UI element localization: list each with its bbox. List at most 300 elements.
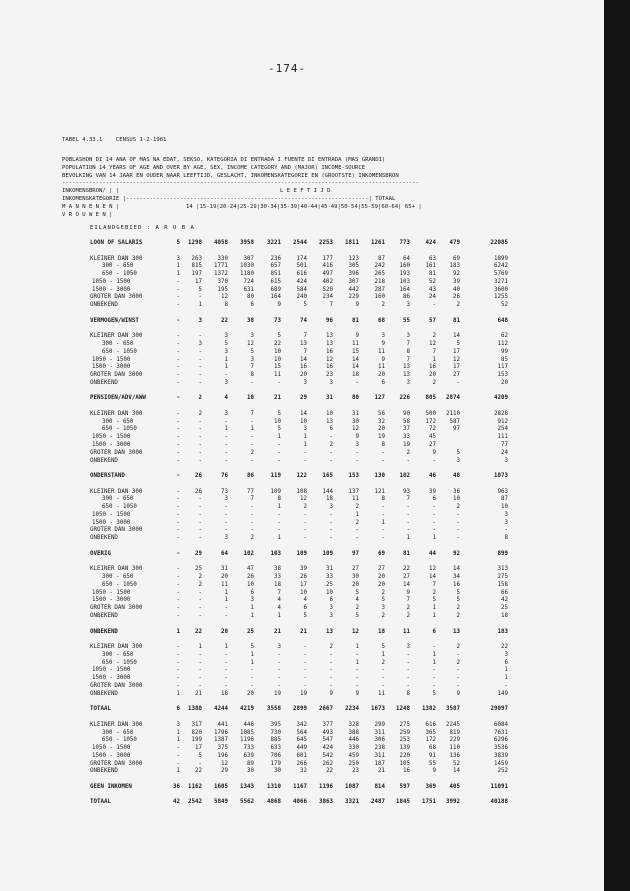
table-cell-totaal: 149 <box>497 690 508 697</box>
table-cell-65-: 2 <box>456 504 460 511</box>
table-cell-totaal: 25 <box>501 605 508 612</box>
table-cell-55-59: 58 <box>403 418 410 425</box>
table-cell-25-29: 25 <box>247 628 254 635</box>
table-cell-15-19: 2 <box>198 574 202 581</box>
table-cell-45-49: 442 <box>348 286 359 293</box>
table-cell-totaal: 912 <box>497 418 508 425</box>
table-cell-45-49: 9 <box>355 302 359 309</box>
table-cell-45-49: 14 <box>352 356 359 363</box>
table-cell-14: 1 <box>176 729 180 736</box>
table-cell-40-44: - <box>329 535 333 542</box>
table-cell-65-: 26 <box>453 294 460 301</box>
table-cell-30-34: 19 <box>274 690 281 697</box>
table-cell-50-54: 218 <box>374 278 385 285</box>
table-cell-15-19: 199 <box>191 737 202 744</box>
table-cell-55-59: 2 <box>406 449 410 456</box>
table-cell-25-29: 446 <box>243 721 254 728</box>
table-cell-55-59: 16 <box>403 768 410 775</box>
table-cell-40-44: - <box>329 511 333 518</box>
table-cell-50-54: 299 <box>374 721 385 728</box>
table-cell-35-39: 3 <box>303 379 307 386</box>
table-cell-45-49: - <box>355 527 359 534</box>
table-cell-35-39: 14 <box>300 356 307 363</box>
table-cell-totaal: 648 <box>497 317 508 324</box>
table-cell-55-59: 597 <box>399 783 410 790</box>
table-cell-55-59: 1845 <box>396 799 410 806</box>
header-row-3: M A N N E N E N | <box>62 204 120 210</box>
table-cell-35-39: 16 <box>300 364 307 371</box>
table-cell-65-: 136 <box>449 752 460 759</box>
table-cell-14: 1 <box>176 263 180 270</box>
table-cell-20-24: 1771 <box>214 263 228 270</box>
table-cell-15-19: - <box>198 511 202 518</box>
table-cell-20-24: 1 <box>224 597 228 604</box>
row-label: 650 - 1050 <box>102 426 137 433</box>
header-row-4: V R O U W E N | <box>62 212 113 218</box>
table-cell-30-34: 11 <box>274 372 281 379</box>
table-cell-65-: 52 <box>453 760 460 767</box>
table-cell-55-59: - <box>406 659 410 666</box>
table-cell-15-19: 1 <box>198 644 202 651</box>
table-cell-45-49: 328 <box>348 721 359 728</box>
table-cell-25-29: 4219 <box>240 706 254 713</box>
table-cell-totaal: 99 <box>501 348 508 355</box>
table-cell-25-29: 639 <box>243 752 254 759</box>
row-label: 1500 - 3000 <box>92 752 131 759</box>
table-cell-50-54: - <box>381 675 385 682</box>
table-cell-45-49: 14 <box>352 364 359 371</box>
table-cell-20-24: 12 <box>221 294 228 301</box>
table-cell-35-39: 13 <box>300 341 307 347</box>
table-cell-20-24: 29 <box>221 768 228 775</box>
table-cell-40-44: 3 <box>329 605 333 612</box>
table-cell-45-49: 23 <box>352 768 359 775</box>
table-cell-55-59: 64 <box>403 255 410 262</box>
table-cell-60-64: 1 <box>432 535 436 542</box>
table-cell-50-54: - <box>381 449 385 456</box>
table-cell-35-39: 1 <box>303 434 307 441</box>
table-cell-totaal: 3 <box>504 519 508 526</box>
table-cell-30-34: 885 <box>270 737 281 744</box>
table-cell-35-39: 39 <box>300 566 307 573</box>
table-cell-14: 1 <box>176 690 180 697</box>
table-cell-totaal: 4209 <box>494 395 508 402</box>
table-cell-totaal: 254 <box>497 426 508 433</box>
table-cell-15-19: 22 <box>195 628 202 635</box>
table-cell-40-44: 33 <box>326 574 333 581</box>
table-cell-14: - <box>176 527 180 534</box>
table-cell-15-19: 1 <box>198 302 202 309</box>
table-cell-totaal: 1073 <box>494 473 508 480</box>
table-cell-45-49: - <box>355 379 359 386</box>
table-cell-50-54: 2 <box>381 659 385 666</box>
row-label: 300 - 650 <box>102 263 134 270</box>
table-cell-25-29: 10 <box>247 581 254 588</box>
table-cell-35-39: 10 <box>300 589 307 596</box>
table-cell-35-39: - <box>303 644 307 651</box>
table-cell-55-59: - <box>406 651 410 658</box>
table-cell-14: - <box>176 364 180 371</box>
table-cell-65-: 2 <box>456 659 460 666</box>
table-cell-25-29: 3958 <box>240 240 254 246</box>
table-cell-40-44: 547 <box>322 737 333 744</box>
section-title: EILANDGEBIED : A R U B A <box>90 225 195 231</box>
row-label: TOTAAL <box>90 706 111 713</box>
table-cell-60-64: 81 <box>429 271 436 278</box>
table-cell-35-39: - <box>303 449 307 456</box>
row-label: 1500 - 3000 <box>92 675 131 682</box>
scan-border <box>604 0 630 891</box>
table-cell-45-49: - <box>355 667 359 674</box>
table-cell-35-39: 240 <box>296 294 307 301</box>
table-cell-30-34: 5 <box>277 333 281 340</box>
table-cell-totaal: 275 <box>497 574 508 581</box>
table-cell-25-29: 1 <box>250 659 254 666</box>
row-label: 650 - 1050 <box>102 737 137 744</box>
table-cell-15-19: - <box>198 372 202 379</box>
table-cell-30-34: 22 <box>274 341 281 347</box>
table-cell-65-: 2110 <box>446 410 460 417</box>
table-cell-45-49: 1811 <box>345 240 359 246</box>
table-cell-15-19: - <box>198 667 202 674</box>
table-cell-45-49: 5 <box>355 612 359 619</box>
table-cell-15-19: - <box>198 348 202 355</box>
table-cell-45-49: - <box>355 457 359 464</box>
table-cell-45-49: - <box>355 535 359 542</box>
table-cell-30-34: 1310 <box>267 783 281 790</box>
table-cell-60-64: - <box>432 675 436 682</box>
table-cell-20-24: 3 <box>224 410 228 417</box>
table-cell-30-34: 164 <box>270 294 281 301</box>
table-cell-20-24: - <box>224 667 228 674</box>
table-cell-30-34: 1 <box>277 504 281 511</box>
table-cell-55-59: 33 <box>403 434 410 441</box>
table-cell-35-39: - <box>303 527 307 534</box>
table-cell-55-59: 773 <box>399 240 410 246</box>
table-cell-25-29: - <box>250 504 254 511</box>
table-cell-50-54: 69 <box>378 550 385 557</box>
table-cell-14: 1 <box>176 628 180 635</box>
table-cell-14: - <box>176 379 180 386</box>
table-cell-15-19: 26 <box>195 473 202 480</box>
title-line-1: POBLASHON DI 14 ANA OF MAS NA EDAT, SEKSO, KATEGORIA DI ENTRADA I FUENTE DI ENTRADA (MAS GRANDI) <box>62 157 386 163</box>
table-cell-20-24: - <box>224 449 228 456</box>
table-cell-40-44: - <box>329 449 333 456</box>
table-cell-50-54: 1261 <box>371 240 385 246</box>
table-cell-15-19: 820 <box>191 729 202 736</box>
table-cell-15-19: - <box>198 496 202 503</box>
table-cell-35-39: 109 <box>296 550 307 557</box>
table-cell-14: - <box>176 745 180 752</box>
table-cell-15-19: - <box>198 651 202 658</box>
table-cell-55-59: 139 <box>399 745 410 752</box>
row-label: KLEINER DAN 300 <box>90 333 143 340</box>
row-label: 1050 - 1500 <box>92 745 131 752</box>
table-cell-25-29: 307 <box>243 255 254 262</box>
table-cell-50-54: 265 <box>374 271 385 278</box>
table-cell-60-64: 44 <box>429 550 436 557</box>
table-cell-30-34: 3221 <box>267 240 281 246</box>
table-cell-14: - <box>176 659 180 666</box>
table-cell-totaal: 963 <box>497 488 508 495</box>
table-cell-35-39: 4066 <box>293 799 307 806</box>
table-cell-totaal: 6296 <box>494 737 508 744</box>
table-cell-65-: 34 <box>453 574 460 581</box>
table-cell-25-29: - <box>250 675 254 682</box>
table-cell-30-34: 119 <box>270 473 281 480</box>
table-cell-45-49: 80 <box>352 395 359 402</box>
table-cell-14: 3 <box>176 721 180 728</box>
table-cell-totaal: 77 <box>501 442 508 449</box>
table-cell-30-34: 1 <box>277 434 281 441</box>
table-cell-55-59: - <box>406 504 410 511</box>
table-cell-20-24: - <box>224 605 228 612</box>
row-label: ONBEKEND <box>90 612 118 619</box>
table-cell-35-39: - <box>303 519 307 526</box>
table-cell-30-34: 9 <box>277 302 281 309</box>
row-label: 1050 - 1500 <box>92 356 131 363</box>
row-label: 650 - 1050 <box>102 659 137 666</box>
table-cell-50-54: 18 <box>378 628 385 635</box>
table-cell-20-24: - <box>224 682 228 689</box>
table-cell-25-29: 1343 <box>240 783 254 790</box>
row-label: 1050 - 1500 <box>92 434 131 441</box>
row-label: PENSIOEN/ADV/AWW <box>90 395 146 402</box>
table-cell-60-64: - <box>432 519 436 526</box>
table-cell-55-59: 22 <box>403 566 410 573</box>
table-cell-65-: 2245 <box>446 721 460 728</box>
table-cell-55-59: 11 <box>403 628 410 635</box>
table-cell-20-24: - <box>224 675 228 682</box>
table-cell-20-24: 4244 <box>214 706 228 713</box>
table-cell-45-49: 31 <box>352 410 359 417</box>
table-cell-45-49: 9 <box>355 333 359 340</box>
table-cell-20-24: 11 <box>221 581 228 588</box>
row-label: ONBEKEND <box>90 535 118 542</box>
table-cell-45-49: 153 <box>348 473 359 480</box>
table-cell-totaal: 62 <box>501 333 508 340</box>
table-cell-totaal: 1 <box>504 675 508 682</box>
table-cell-65-: 479 <box>449 240 460 246</box>
table-cell-55-59: 9 <box>406 589 410 596</box>
table-cell-50-54: - <box>381 504 385 511</box>
table-cell-50-54: 8 <box>381 496 385 503</box>
table-cell-60-64: 68 <box>429 745 436 752</box>
table-cell-55-59: 90 <box>403 410 410 417</box>
table-cell-45-49: 307 <box>348 278 359 285</box>
table-cell-35-39: 12 <box>300 496 307 503</box>
table-cell-14: - <box>176 395 180 402</box>
table-cell-60-64: 6 <box>432 496 436 503</box>
table-cell-45-49: 123 <box>348 255 359 262</box>
table-cell-60-64: 1751 <box>422 799 436 806</box>
table-cell-14: - <box>176 651 180 658</box>
table-cell-65-: 5 <box>456 597 460 604</box>
table-cell-20-24: 5 <box>224 341 228 347</box>
table-cell-50-54: 11 <box>378 348 385 355</box>
table-cell-25-29: 5 <box>250 348 254 355</box>
table-cell-totaal: 6084 <box>494 721 508 728</box>
table-cell-35-39: 174 <box>296 255 307 262</box>
header-row-2: INKOMENSKATEGORIE |------------------------------------------------------------------------| TOTAAL <box>62 196 396 202</box>
table-cell-14: 3 <box>176 255 180 262</box>
table-cell-20-24: 1 <box>224 644 228 651</box>
table-cell-55-59: 160 <box>399 263 410 270</box>
table-cell-14: - <box>176 574 180 581</box>
table-cell-35-39: - <box>303 667 307 674</box>
table-cell-35-39: 4 <box>303 597 307 604</box>
table-cell-20-24: 441 <box>217 721 228 728</box>
row-label: GEEN INKOMEN <box>90 783 132 790</box>
table-cell-25-29: 1196 <box>240 737 254 744</box>
table-cell-30-34: 18 <box>274 581 281 588</box>
table-cell-20-24: 3 <box>224 333 228 340</box>
table-cell-40-44: - <box>329 667 333 674</box>
table-cell-60-64: 616 <box>425 721 436 728</box>
row-label: 1500 - 3000 <box>92 442 131 449</box>
table-cell-55-59: 13 <box>403 364 410 371</box>
table-cell-20-24: 20 <box>221 628 228 635</box>
table-cell-45-49: 2 <box>355 519 359 526</box>
table-cell-totaal: 112 <box>497 341 508 347</box>
row-label: ONBEKEND <box>90 302 118 309</box>
table-cell-15-19: 197 <box>191 271 202 278</box>
row-label: 650 - 1050 <box>102 271 137 278</box>
table-cell-55-59: 81 <box>403 550 410 557</box>
row-label: GROTER DAN 3000 <box>90 682 143 689</box>
table-cell-totaal: 40188 <box>490 799 508 806</box>
table-cell-65-: - <box>456 675 460 682</box>
table-cell-35-39: 7 <box>303 333 307 340</box>
table-cell-30-34: - <box>277 675 281 682</box>
table-cell-40-44: - <box>329 434 333 441</box>
table-cell-25-29: 1 <box>250 612 254 619</box>
table-cell-25-29: - <box>250 511 254 518</box>
table-cell-14: - <box>176 341 180 347</box>
row-label: 1500 - 3000 <box>92 519 131 526</box>
table-cell-15-19: - <box>198 504 202 511</box>
table-cell-35-39: 5 <box>303 612 307 619</box>
table-cell-45-49: 330 <box>348 745 359 752</box>
table-cell-25-29: 12 <box>247 341 254 347</box>
table-cell-65-: 14 <box>453 333 460 340</box>
table-cell-55-59: 3 <box>406 644 410 651</box>
table-cell-totaal: 3839 <box>494 752 508 759</box>
table-cell-30-34: 103 <box>270 550 281 557</box>
table-cell-65-: 5 <box>456 449 460 456</box>
table-cell-65-: 2 <box>456 644 460 651</box>
table-cell-15-19: 26 <box>195 488 202 495</box>
table-cell-60-64: 172 <box>425 737 436 744</box>
header-rule-top: ---------------------------------------------------------------------------------------------------------- <box>62 180 419 186</box>
table-cell-30-34: 236 <box>270 255 281 262</box>
table-cell-25-29: 6 <box>250 302 254 309</box>
table-cell-30-34: - <box>277 527 281 534</box>
table-cell-15-19: 1380 <box>188 706 202 713</box>
table-cell-25-29: 1085 <box>240 729 254 736</box>
table-cell-35-39: 584 <box>296 286 307 293</box>
table-cell-65-: 819 <box>449 729 460 736</box>
table-cell-15-19: - <box>198 682 202 689</box>
table-cell-45-49: 12 <box>352 426 359 433</box>
row-label: ONDERSTAND <box>90 473 125 480</box>
table-cell-totaal: 42 <box>501 597 508 604</box>
table-cell-45-49: 11 <box>352 496 359 503</box>
table-cell-65-: 40 <box>453 286 460 293</box>
row-label: GROTER DAN 3000 <box>90 294 143 301</box>
table-cell-60-64: 1382 <box>422 706 436 713</box>
table-cell-40-44: 3863 <box>319 799 333 806</box>
table-cell-14: - <box>176 434 180 441</box>
table-cell-40-44: - <box>329 675 333 682</box>
table-cell-40-44: 497 <box>322 271 333 278</box>
table-cell-65-: 16 <box>453 581 460 588</box>
table-cell-15-19: 17 <box>195 745 202 752</box>
table-cell-50-54: 1 <box>381 519 385 526</box>
table-cell-20-24: 3 <box>224 496 228 503</box>
table-cell-30-34: - <box>277 659 281 666</box>
table-cell-35-39: 2899 <box>293 706 307 713</box>
census-date: CENSUS 1-2-1981 <box>115 137 167 143</box>
table-cell-40-44: 177 <box>322 255 333 262</box>
table-cell-40-44: 13 <box>326 418 333 425</box>
title-line-3: BEVOLKING VAN 14 JAAR EN OUDER NAAR LEEFTIJD, GESLACHT, INKOMENSKATEGORIE EN (GROOTSTE) INKOMENSBRON <box>62 173 399 179</box>
table-cell-35-39: 108 <box>296 488 307 495</box>
table-cell-14: - <box>176 372 180 379</box>
table-cell-20-24: 8 <box>224 302 228 309</box>
table-cell-50-54: - <box>381 511 385 518</box>
table-cell-60-64: 1 <box>432 356 436 363</box>
table-cell-45-49: 4 <box>355 597 359 604</box>
table-cell-35-39: 2 <box>303 504 307 511</box>
table-cell-45-49: 12 <box>352 628 359 635</box>
table-cell-45-49: 81 <box>352 317 359 324</box>
table-cell-65-: - <box>456 511 460 518</box>
table-cell-45-49: 446 <box>348 737 359 744</box>
table-cell-totaal: 158 <box>497 581 508 588</box>
table-cell-60-64: 1 <box>432 659 436 666</box>
table-cell-40-44: 7 <box>329 302 333 309</box>
table-cell-60-64: 45 <box>429 434 436 441</box>
table-cell-60-64: - <box>432 302 436 309</box>
table-cell-14: - <box>176 348 180 355</box>
table-cell-35-39: 21 <box>300 628 307 635</box>
table-cell-25-29: 6 <box>250 589 254 596</box>
table-cell-15-19: - <box>198 449 202 456</box>
table-cell-15-19: 3 <box>198 341 202 347</box>
table-cell-15-19: - <box>198 535 202 542</box>
table-cell-15-19: - <box>198 519 202 526</box>
table-cell-35-39: 501 <box>296 263 307 270</box>
table-cell-25-29: 20 <box>247 690 254 697</box>
row-label: ONBEKEND <box>90 768 118 775</box>
table-cell-65-: 2 <box>456 605 460 612</box>
table-cell-40-44: 16 <box>326 348 333 355</box>
table-cell-65-: - <box>456 519 460 526</box>
table-cell-35-39: 1167 <box>293 783 307 790</box>
table-cell-65-: 13 <box>453 628 460 635</box>
table-cell-55-59: 3 <box>406 333 410 340</box>
table-cell-25-29: 89 <box>247 760 254 767</box>
table-cell-25-29: 7 <box>250 364 254 371</box>
table-cell-30-34: 8 <box>277 496 281 503</box>
table-cell-15-19: 5 <box>198 752 202 759</box>
table-cell-35-39: - <box>303 659 307 666</box>
table-cell-50-54: 9 <box>381 341 385 347</box>
table-cell-25-29: - <box>250 682 254 689</box>
table-cell-65-: 587 <box>449 418 460 425</box>
table-cell-55-59: - <box>406 667 410 674</box>
